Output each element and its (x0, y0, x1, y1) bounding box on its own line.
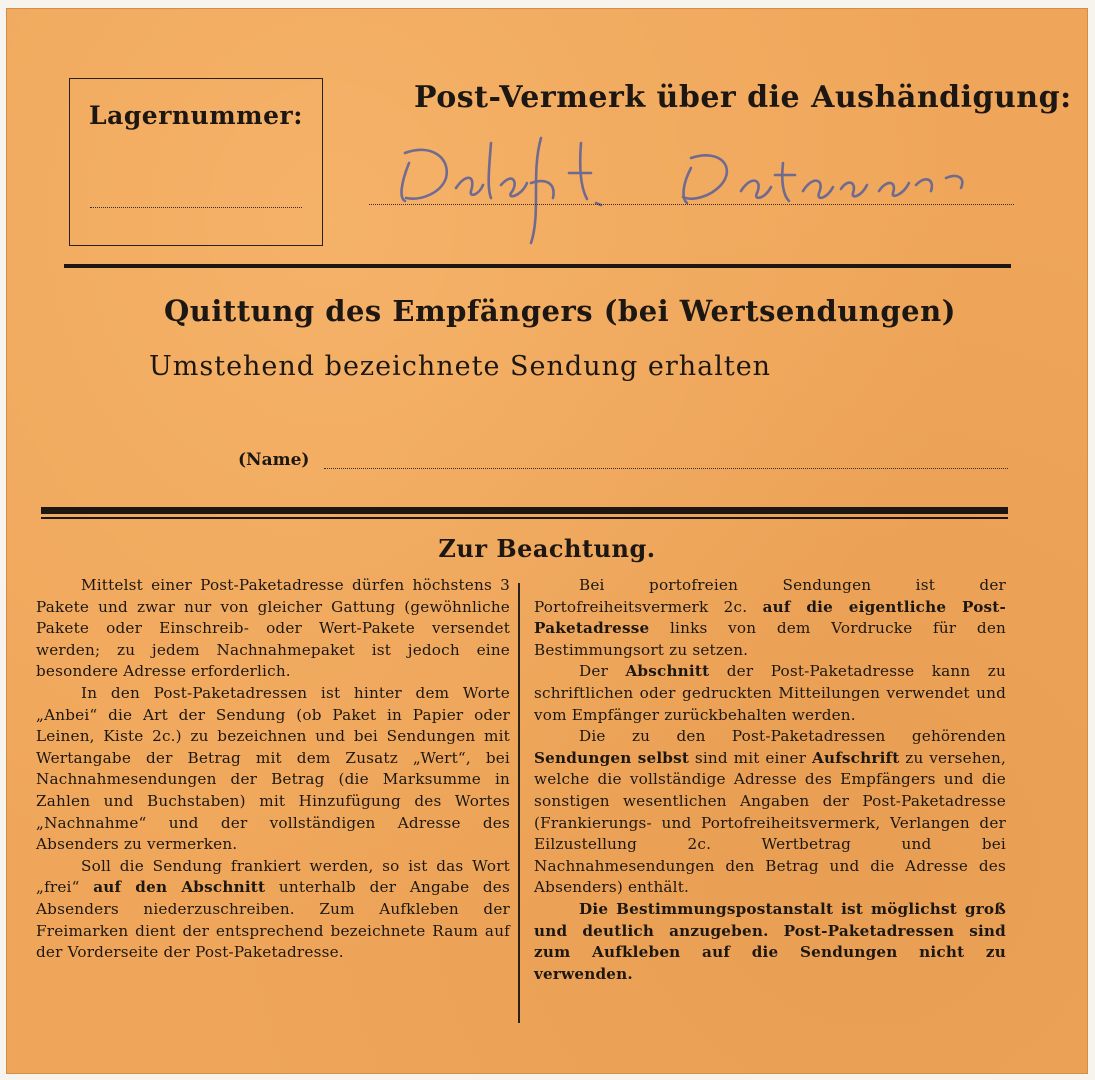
instruction-paragraph (36, 856, 510, 964)
lager-label: Lagernummer: (89, 101, 303, 130)
text-run: Der (579, 662, 626, 681)
divider-rule-thick (41, 507, 1008, 514)
parcel-card (6, 8, 1088, 1074)
text-run: zu versehen, welche die vollständige Adresse des Empfängers und die sonstigen wesentlichen Angaben der Post-Paketadresse (Frankierungs- und Portofreiheitsvermerk, Verlangen der Eilzustellung 2c. Wertbetrag und bei Nachnahmesendungen den Betrag und die Adresse des Absenders) enthält. (534, 748, 1007, 897)
text-run: Bei portofreien Sendungen ist der Portofreiheitsvermerk 2c. (534, 576, 1006, 616)
divider-rule (64, 264, 1011, 268)
bold-text-run: Sendungen selbst (534, 748, 690, 767)
beachtung-title: Zur Beachtung. (438, 534, 656, 563)
bold-text-run: Aufschrift (811, 748, 900, 767)
instruction-paragraph (534, 661, 1006, 726)
instruction-paragraph (534, 575, 1006, 661)
instructions-left-column (36, 575, 510, 964)
bold-text-run: auf die eigentliche Post-Paketadresse (534, 597, 1006, 638)
instruction-paragraph: Mittelst einer Post-Paketadresse dürfen höchstens 3 Pakete und zwar nur von gleicher Gattung (gewöhnliche Pakete oder Einschreib- oder Wert-Pakete versendet werden; zu jedem Nachnahmepaket ist jedoch eine besondere Adresse erforderlich. (36, 576, 510, 681)
quittung-subtitle: Umstehend bezeichnete Sendung erhalten (149, 351, 772, 382)
text-run: unterhalb der Angabe des Absenders niederzuschreiben. Zum Aufkleben der Freimarken dient der entsprechend bezeichnete Raum auf der Vorderseite der Post-Paketadresse. (36, 878, 510, 962)
bold-text-run: Abschnitt (625, 662, 710, 681)
text-run: Soll die Sendung frankiert werden, so ist das Wort „frei“ (36, 856, 510, 897)
instruction-paragraph: In den Post-Paketadressen ist hinter dem Worte „Anbei“ die Art der Sendung (ob Paket in Papier oder Leinen, Kiste 2c.) zu bezeichnen und bei Sendungen mit Wertangabe der Betrag mit dem Zusatz „Wert“, bei Nachnahmesendungen der Betrag (die Marksumme in Zahlen und Buchstaben) mit Hinzufügung des Wortes „Nachnahme“ und der vollständigen Adresse des Absenders zu vermerken. (36, 683, 510, 854)
pencil-signature (391, 113, 991, 253)
quittung-title: Quittung des Empfängers (bei Wertsendungen) (164, 294, 956, 328)
column-divider (518, 583, 520, 1023)
lager-box (69, 78, 323, 246)
lager-dotted-line (90, 207, 302, 208)
text-run: der Post-Paketadresse kann zu schriftlichen oder gedruckten Mitteilungen verwendet und vom Empfänger zurückbehalten werden. (534, 662, 1006, 724)
name-label: (Name) (238, 450, 310, 470)
text-run: Die zu den Post-Paketadressen gehörenden (579, 727, 1006, 746)
instructions-right-column (534, 575, 1006, 985)
text-run: sind mit einer (689, 748, 812, 767)
signature-dotted-line (369, 204, 1014, 205)
instruction-paragraph: Die Bestimmungspostanstalt ist möglichst groß und deutlich anzugeben. Post-Paketadressen sind zum Aufkleben auf die Sendungen nicht zu verwenden. (534, 899, 1006, 983)
text-run: links von dem Vordrucke für den Bestimmungsort zu setzen. (534, 619, 1006, 659)
instruction-paragraph (534, 726, 1006, 899)
name-dotted-line (324, 468, 1008, 469)
divider-rule-thin (41, 517, 1008, 519)
post-vermerk-title: Post-Vermerk über die Aushändigung: (414, 80, 1072, 115)
bold-text-run: auf den Abschnitt (93, 878, 266, 897)
